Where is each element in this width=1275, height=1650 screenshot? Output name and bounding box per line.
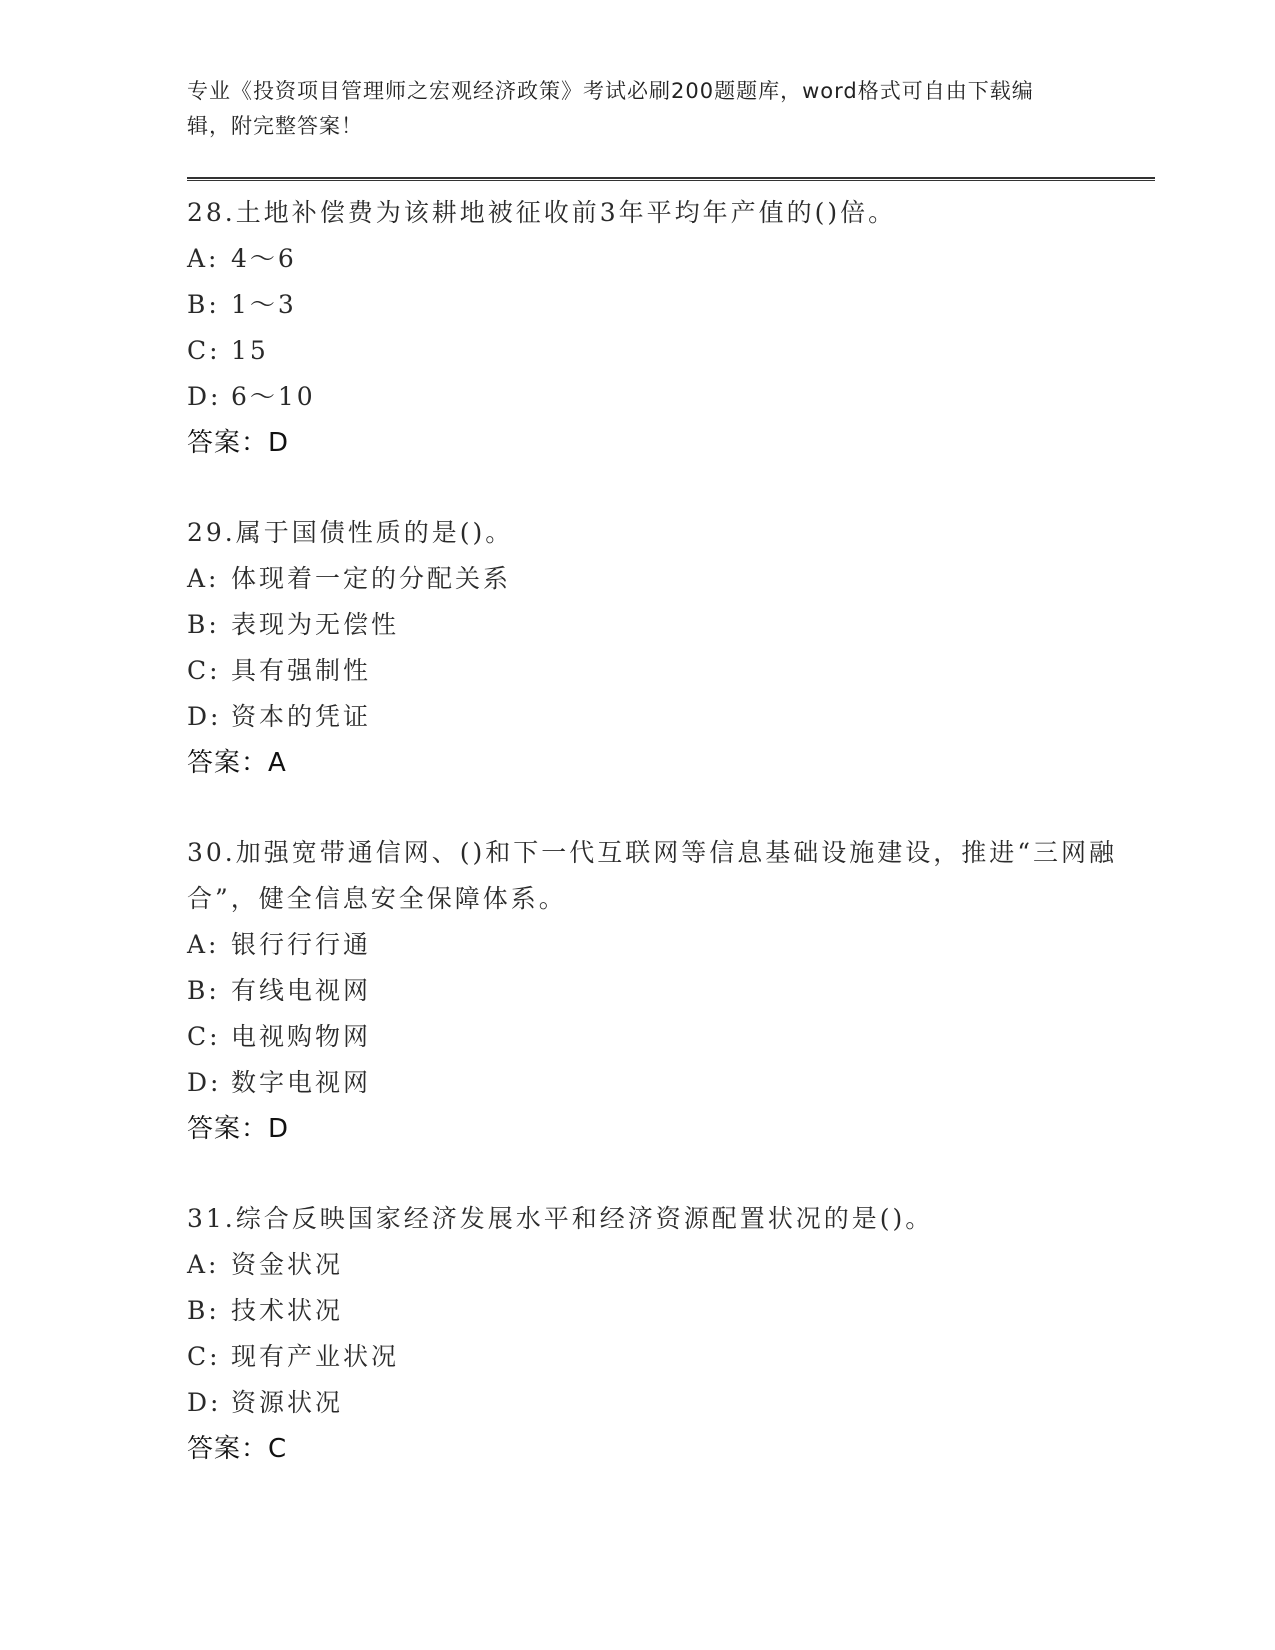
option-key: C: <box>187 336 221 365</box>
option-key: D: <box>187 702 222 731</box>
option-key: A: <box>187 1250 220 1279</box>
answer-value: D <box>268 428 290 458</box>
option-key: A: <box>187 564 220 593</box>
option-d <box>187 694 1155 740</box>
option-text: 数字电视网 <box>231 1068 372 1097</box>
option-key: C: <box>187 656 221 685</box>
option-c <box>187 328 1155 374</box>
option-c <box>187 1014 1155 1060</box>
option-text: 资源状况 <box>231 1388 344 1417</box>
option-text: 4～6 <box>231 244 297 273</box>
answer-value: C <box>268 1434 288 1464</box>
question-item <box>187 1196 1155 1472</box>
question-stem: 31.综合反映国家经济发展水平和经济资源配置状况的是()。 <box>187 1204 934 1233</box>
question-stem: 30.加强宽带通信网、()和下一代互联网等信息基础设施建设，推进“三网融合”，健全信息安全保障体系。 <box>187 838 1118 913</box>
option-b <box>187 1288 1155 1334</box>
question-item <box>187 830 1155 1152</box>
answer-label: 答案： <box>187 1434 269 1464</box>
answer-label: 答案： <box>187 748 269 778</box>
option-text: 体现着一定的分配关系 <box>231 564 512 593</box>
option-key: D: <box>187 382 222 411</box>
option-text: 表现为无偿性 <box>231 610 400 639</box>
option-key: B: <box>187 1296 220 1325</box>
option-key: C: <box>187 1342 221 1371</box>
question-item <box>187 510 1155 786</box>
option-text: 技术状况 <box>231 1296 344 1325</box>
option-text: 资金状况 <box>231 1250 344 1279</box>
option-b <box>187 968 1155 1014</box>
answer-value: A <box>268 748 287 778</box>
option-key: B: <box>187 290 220 319</box>
answer-label: 答案： <box>187 428 269 458</box>
option-key: A: <box>187 930 220 959</box>
option-text: 现有产业状况 <box>231 1342 400 1371</box>
option-b <box>187 602 1155 648</box>
option-c <box>187 648 1155 694</box>
answer-line <box>187 1106 1155 1152</box>
option-key: B: <box>187 610 220 639</box>
answer-line <box>187 420 1155 466</box>
option-a <box>187 236 1155 282</box>
document-header: 专业《投资项目管理师之宏观经济政策》考试必刷200题题库，word格式可自由下载编辑，附完整答案！ <box>187 79 1034 138</box>
option-d <box>187 1380 1155 1426</box>
option-text: 银行行行通 <box>231 930 372 959</box>
answer-line <box>187 1426 1155 1472</box>
question-stem: 29.属于国债性质的是()。 <box>187 518 514 547</box>
document-page <box>187 0 1157 1650</box>
option-key: B: <box>187 976 220 1005</box>
option-text: 15 <box>231 336 269 365</box>
option-text: 资本的凭证 <box>231 702 372 731</box>
option-text: 6～10 <box>231 382 316 411</box>
option-text: 具有强制性 <box>231 656 372 685</box>
option-key: D: <box>187 1068 222 1097</box>
option-text: 有线电视网 <box>231 976 372 1005</box>
option-key: C: <box>187 1022 221 1051</box>
option-key: D: <box>187 1388 222 1417</box>
question-list <box>187 190 1155 1516</box>
header-divider <box>187 177 1155 181</box>
option-a <box>187 922 1155 968</box>
option-d <box>187 1060 1155 1106</box>
option-b <box>187 282 1155 328</box>
answer-label: 答案： <box>187 1114 269 1144</box>
question-item <box>187 190 1155 466</box>
option-text: 电视购物网 <box>231 1022 372 1051</box>
option-d <box>187 374 1155 420</box>
option-a <box>187 1242 1155 1288</box>
option-c <box>187 1334 1155 1380</box>
option-text: 1～3 <box>231 290 297 319</box>
option-key: A: <box>187 244 220 273</box>
answer-value: D <box>268 1114 290 1144</box>
answer-line <box>187 740 1155 786</box>
option-a <box>187 556 1155 602</box>
question-stem: 28.土地补偿费为该耕地被征收前3年平均年产值的()倍。 <box>187 198 897 227</box>
